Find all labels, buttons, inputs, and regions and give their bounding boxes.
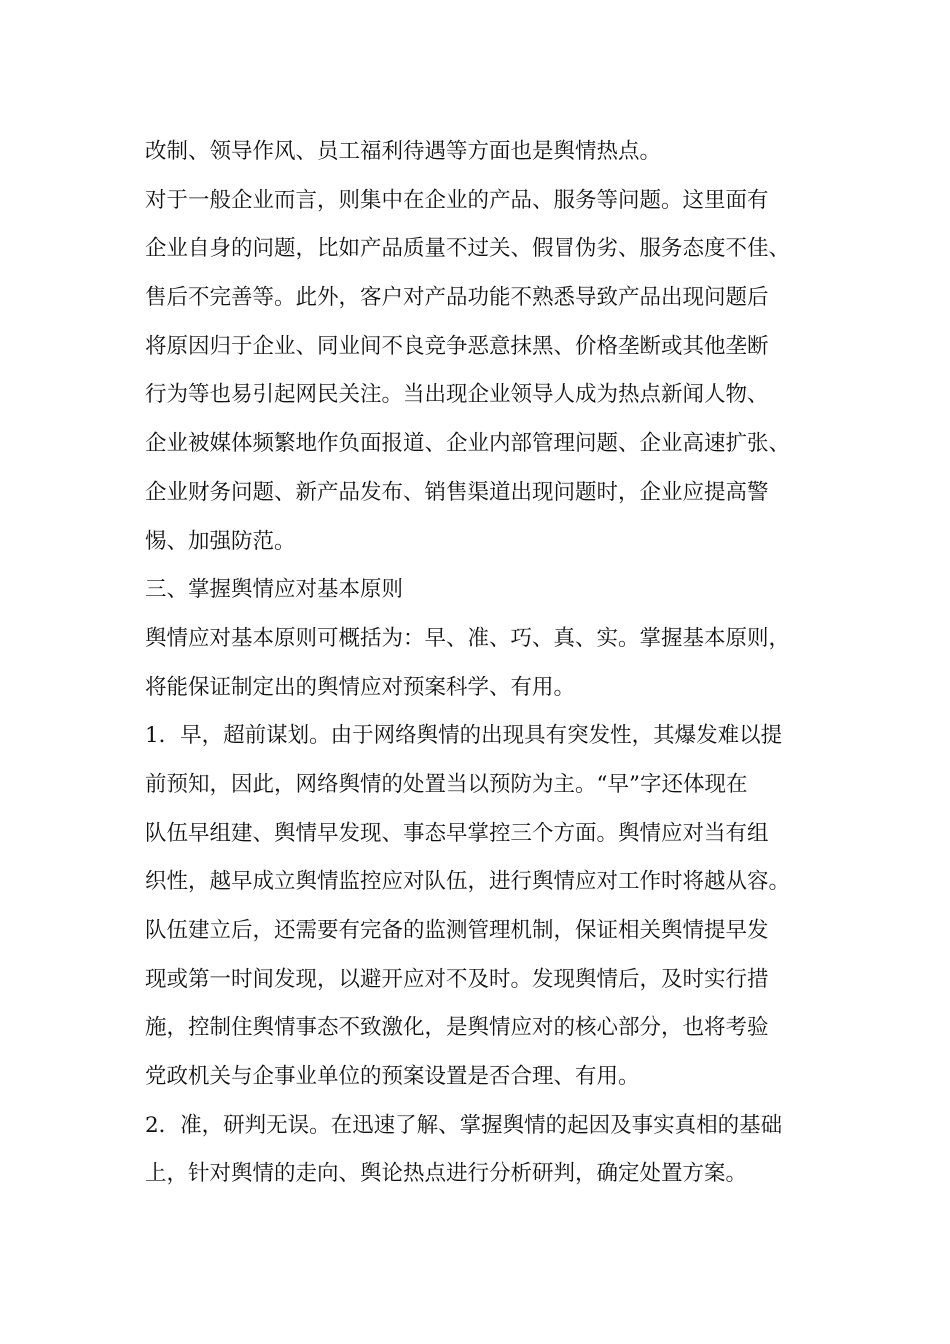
text-line: 上，针对舆情的走向、舆论热点进行分析研判，确定处置方案。: [145, 1161, 748, 1187]
text-line: 队伍早组建、舆情早发现、事态早掌控三个方面。舆情应对当有组: [145, 820, 769, 846]
text-line: 改制、领导作风、员工福利待遇等方面也是舆情热点。: [145, 139, 662, 164]
text-line: 企业财务问题、新产品发布、销售渠道出现问题时，企业应提高警: [145, 479, 769, 505]
text-line: 前预知，因此，网络舆情的处置当以预防为主。“早”字还体现在: [145, 771, 748, 797]
text-line: 售后不完善等。此外，客户对产品功能不熟悉导致产品出现问题后: [145, 285, 769, 311]
text-line: 对于一般企业而言，则集中在企业的产品、服务等问题。这里面有: [145, 187, 769, 213]
section-heading: 三、掌握舆情应对基本原则: [145, 577, 404, 603]
text-line: 将能保证制定出的舆情应对预案科学、有用。: [145, 674, 576, 700]
text-line: 织性，越早成立舆情监控应对队伍，进行舆情应对工作时将越从容。: [145, 869, 791, 895]
text-line: 企业自身的问题，比如产品质量不过关、假冒伪劣、服务态度不佳、: [145, 236, 791, 262]
text-line: 行为等也易引起网民关注。当出现企业领导人成为热点新闻人物、: [145, 382, 769, 408]
document-body: [145, 128, 825, 1199]
text-line: 企业被媒体频繁地作负面报道、企业内部管理问题、企业高速扩张、: [145, 431, 791, 457]
text-line: 现或第一时间发现，以避开应对不及时。发现舆情后，及时实行措: [145, 966, 769, 992]
text-line: 队伍建立后，还需要有完备的监测管理机制，保证相关舆情提早发: [145, 918, 769, 943]
text-line: 惕、加强防范。: [145, 528, 296, 554]
text-line: 2．准，研判无误。在迅速了解、掌握舆情的起因及事实真相的基础: [145, 1112, 783, 1138]
text-line: 党政机关与企事业单位的预案设置是否合理、有用。: [145, 1064, 640, 1090]
text-line: 将原因归于企业、同业间不良竞争恶意抹黑、价格垄断或其他垄断: [145, 333, 769, 359]
text-line: 1．早，超前谋划。由于网络舆情的出现具有突发性，其爆发难以提: [145, 723, 783, 749]
text-line: 舆情应对基本原则可概括为：早、准、巧、真、实。掌握基本原则，: [145, 625, 791, 651]
text-line: 施，控制住舆情事态不致激化，是舆情应对的核心部分，也将考验: [145, 1015, 769, 1041]
